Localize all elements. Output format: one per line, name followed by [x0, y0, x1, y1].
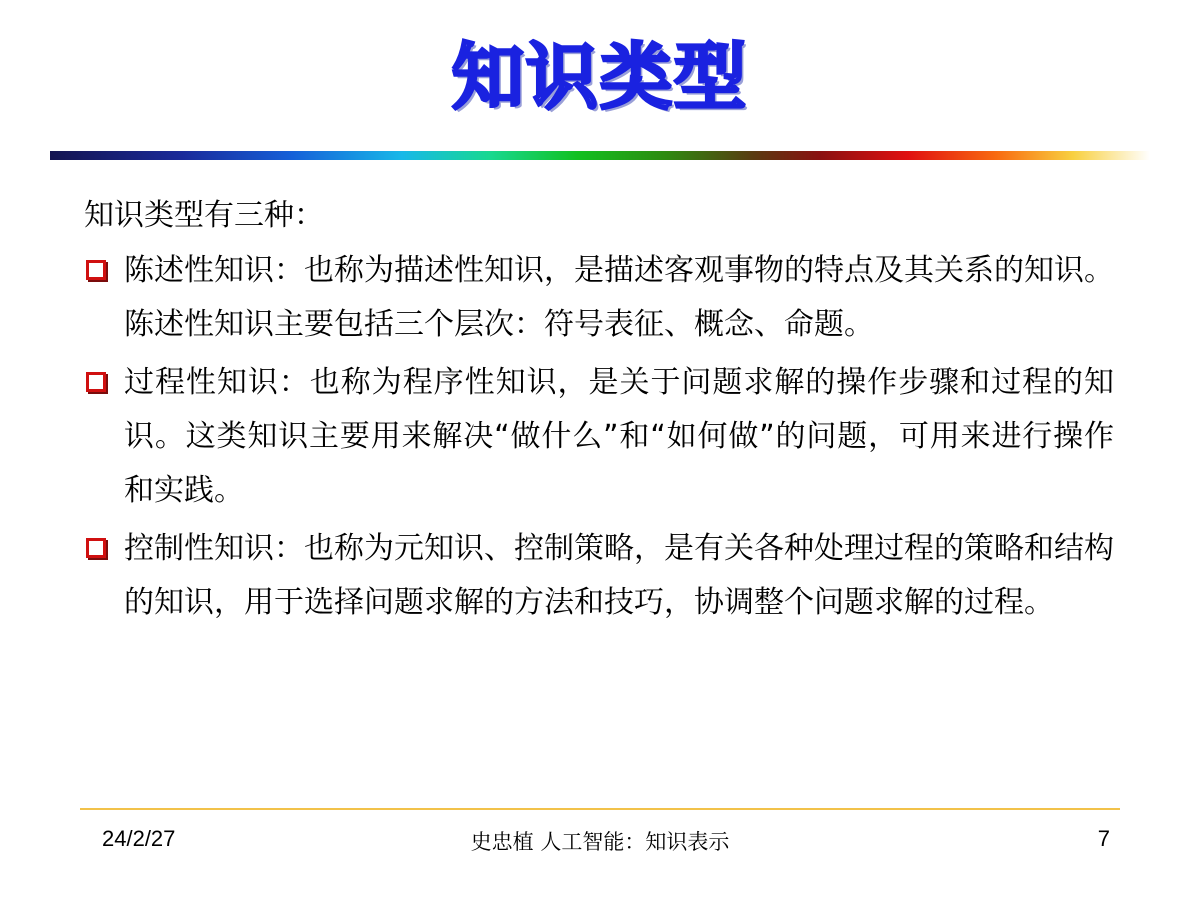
page-number: 7 — [1097, 826, 1110, 851]
slide-title: 知识类型 — [451, 35, 748, 119]
square-bullet-icon — [86, 260, 106, 280]
intro-text: 知识类型有三种： — [84, 198, 324, 233]
title-divider-bar — [50, 151, 1150, 160]
bullet-declarative-knowledge — [84, 244, 1114, 352]
footer-title: 史忠植 人工智能：知识表示 — [470, 830, 730, 854]
bullet-text: 过程性知识：也称为程序性知识，是关于问题求解的操作步骤和过程的知识。这类知识主要用来解决“做什么”和“如何做”的问题，可用来进行操作和实践。 — [124, 365, 1114, 508]
square-bullet-icon — [86, 538, 106, 558]
bullet-procedural-knowledge — [84, 356, 1114, 518]
slide-body — [84, 188, 1114, 634]
bullet-control-knowledge — [84, 522, 1114, 630]
square-bullet-icon — [86, 372, 106, 392]
footer-divider — [80, 808, 1120, 810]
bullet-text: 控制性知识：也称为元知识、控制策略，是有关各种处理过程的策略和结构的知识，用于选择问题求解的方法和技巧，协调整个问题求解的过程。 — [124, 531, 1114, 620]
footer-date: 24/2/27 — [102, 826, 176, 851]
bullet-text: 陈述性知识：也称为描述性知识，是描述客观事物的特点及其关系的知识。陈述性知识主要包括三个层次：符号表征、概念、命题。 — [124, 253, 1114, 342]
